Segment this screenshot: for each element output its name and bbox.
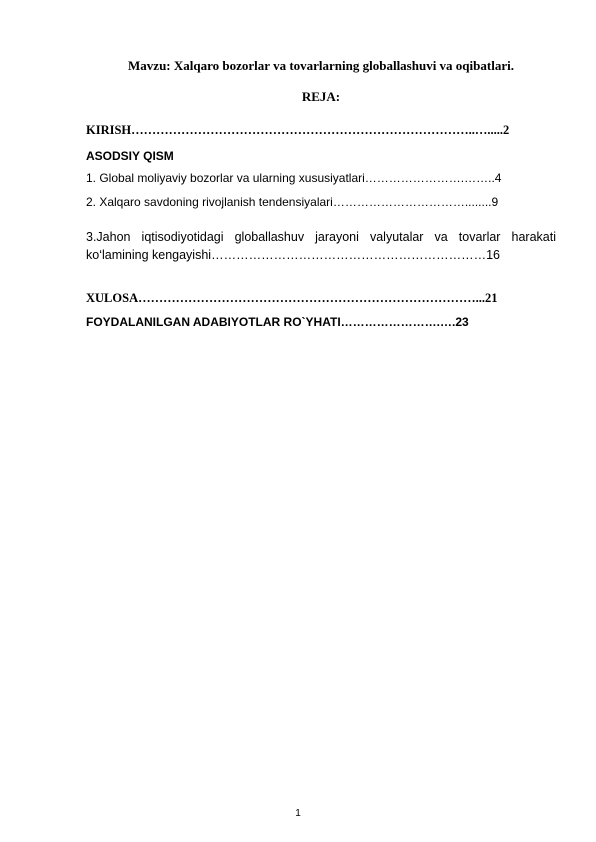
document-title: Mavzu: Xalqaro bozorlar va tovarlarning globallashuvi va oqibatlari. xyxy=(128,58,514,73)
toc-item-1: 1. Global moliyaviy bozorlar va ularning xususiyatlari…………………….……..4 xyxy=(86,171,502,185)
toc-intro: KIRISH………………………………………………………………………..….....2 xyxy=(86,123,510,137)
toc-conclusion: XULOSA………………………………………………………………………...21 xyxy=(86,291,498,305)
plan-heading: REJA: xyxy=(301,89,341,104)
toc-references: FOYDALANILGAN ADABIYOTLAR RO`YHATI…………………….….23 xyxy=(86,315,469,329)
page-number: 1 xyxy=(295,808,301,819)
toc-main-part: ASODSIY QISM xyxy=(86,149,174,163)
toc-item-2: 2. Xalqaro savdoning rivojlanish tendensiyalari……………………………........9 xyxy=(86,195,499,209)
toc-item-3: 3.Jahon iqtisodiyotidagi globallashuv jarayoni valyutalar va tovarlar harakati ko‘lamining kengayishi…………………………………………………………16 xyxy=(86,230,556,262)
